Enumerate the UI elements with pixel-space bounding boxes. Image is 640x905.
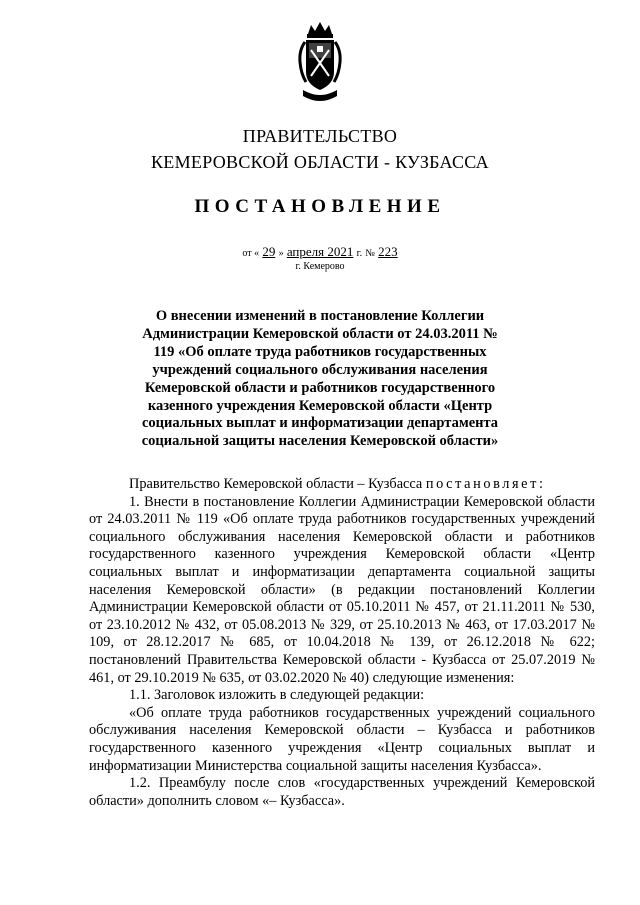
- date-month-year: апреля 2021: [286, 244, 354, 259]
- date-year-suffix: г.: [356, 248, 363, 259]
- org-name-line2: КЕМЕРОВСКОЙ ОБЛАСТИ - КУЗБАССА: [151, 152, 489, 172]
- paragraph-1-1: 1.1. Заголовок изложить в следующей редакции:: [129, 687, 425, 704]
- paragraph-1: 1. Внести в постановление Коллегии Администрации Кемеровской области от 24.03.2011 № 119 «Об оплате труда работников государственных учреждений социального обслуживания населения Кемеровской области и работников государственного казенного учреждения Кемеровской области «Центр социальных выплат и информатизации департамента социальной защиты населения Кемеровской области» (в редакции постановлений Коллегии Администрации Кемеровской области от 05.10.2011 № 457, от 21.11.2011 № 530, от 23.10.2012 № 432, от 05.08.2013 № 329, от 25.10.2013 № 463, от 17.03.2017 № 109, от 28.12.2017 № 685, от 10.04.2018 № 139, от 26.12.2018 № 622; постановлений Правительства Кемеровской области - Кузбасса от 25.07.2019 № 461, от 29.10.2019 № 635, от 03.02.2020 № 40) следующие изменения:: [89, 493, 595, 686]
- document-type: ПОСТАНОВЛЕНИЕ: [194, 196, 446, 217]
- preamble-resolves: постановляет:: [425, 476, 546, 492]
- date-mid: »: [278, 248, 284, 259]
- paragraph-1-1-text: «Об оплате труда работников государственных учреждений социального обслуживания населения Кемеровской области – Кузбасса и работников государственного казенного учреждения «Центр социальных выплат и информатизации Министерства социальной защиты населения Кузбасса».: [89, 704, 595, 774]
- city: г. Кемерово: [295, 261, 345, 272]
- document-subject: О внесении изменений в постановление Коллегии Администрации Кемеровской области от 24.03.2011 № 119 «Об оплате труда работников государственных учреждений социального обслуживания населения Кемеровской области и работников государственного казенного учреждения Кемеровской области «Центр социальных выплат и информатизации департамента социальной защиты населения Кемеровской области»: [141, 308, 499, 450]
- date-line: [0, 244, 640, 260]
- number-label: №: [365, 248, 375, 259]
- paragraph-1-2: 1.2. Преамбулу после слов «государственных учреждений Кемеровской области» дополнить словом «– Кузбасса».: [89, 775, 595, 809]
- preamble-paragraph: [89, 476, 595, 494]
- document-body: [89, 476, 595, 810]
- date-day: 29: [262, 244, 276, 259]
- date-prefix: от «: [242, 248, 260, 259]
- org-name-line1: ПРАВИТЕЛЬСТВО: [242, 126, 398, 146]
- coat-of-arms-icon: [297, 20, 343, 108]
- document-number: 223: [378, 244, 398, 259]
- preamble-text: Правительство Кемеровской области – Кузбасса: [129, 476, 423, 492]
